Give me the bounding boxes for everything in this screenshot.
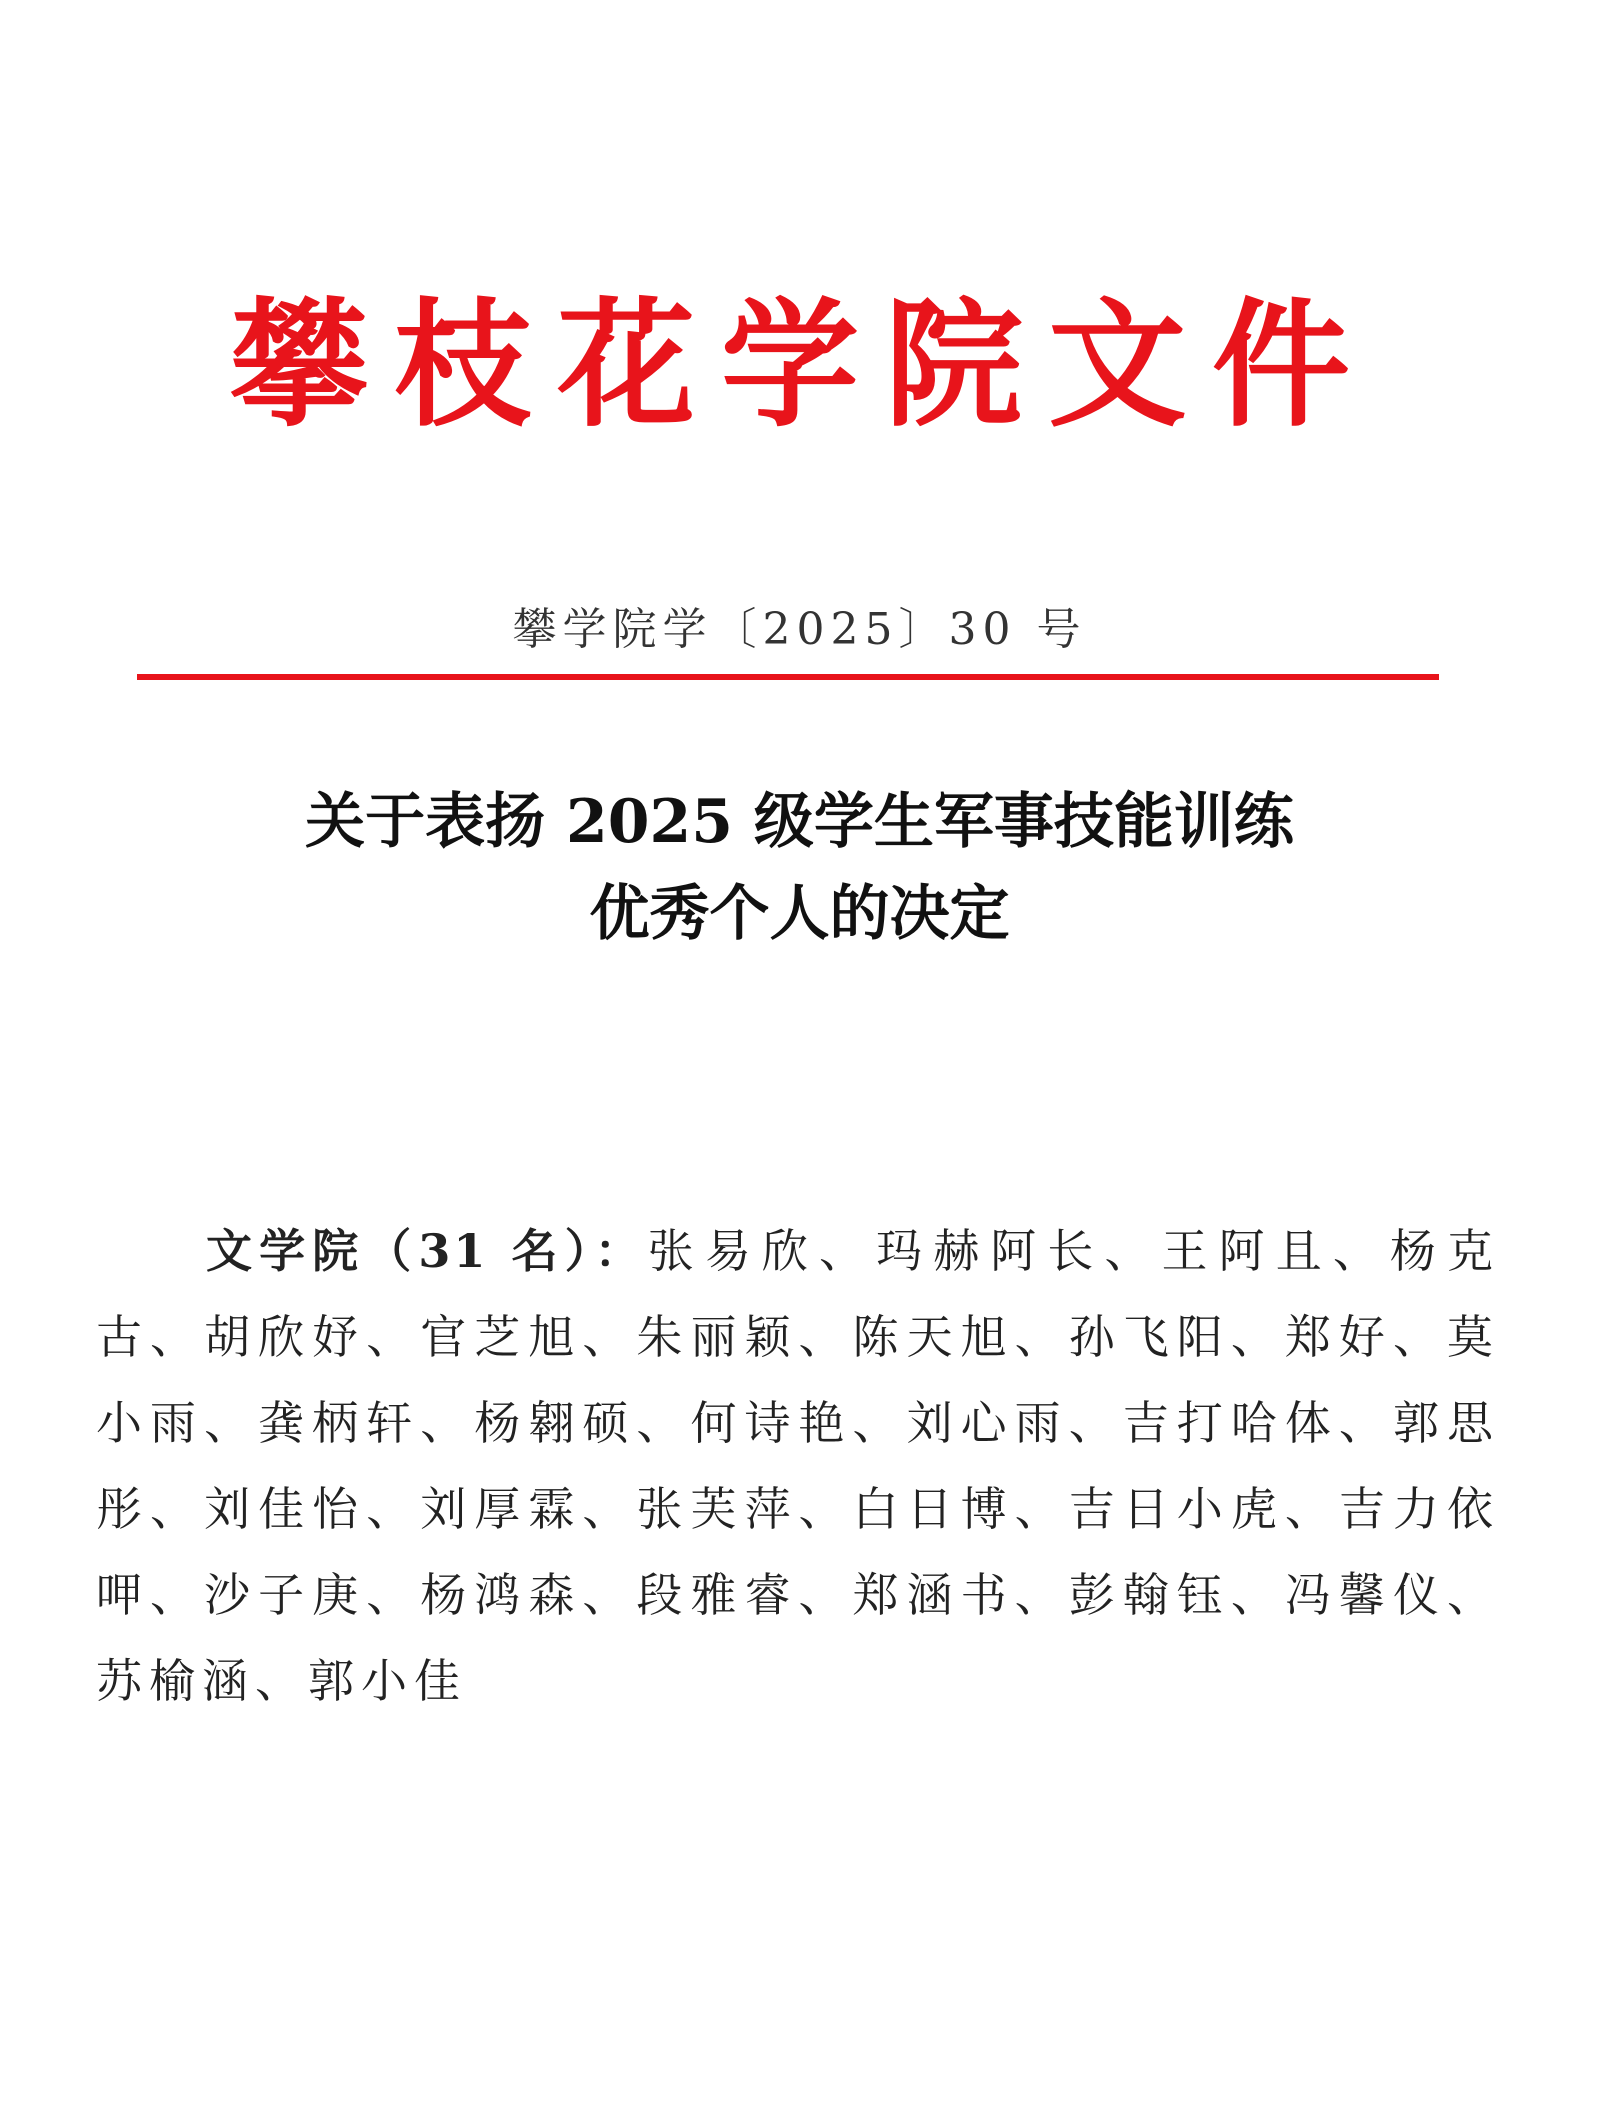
masthead-char: 攀 (230, 283, 369, 446)
red-divider-line (137, 674, 1439, 680)
college-label: 文学院（31 名）： (206, 1224, 648, 1278)
document-title (0, 776, 1599, 960)
document-number: 攀学院学〔2025〕30 号 (512, 604, 1087, 655)
masthead-char: 件 (1211, 283, 1350, 446)
title-line-2: 优秀个人的决定 (589, 879, 1010, 949)
student-names: 张易欣、玛赫阿长、王阿且、杨克古、胡欣妤、官芝旭、朱丽颖、陈天旭、孙飞阳、郑好、莫小雨、龚柄轩、杨翱硕、何诗艳、刘心雨、吉打哈体、郭思彤、刘佳怡、刘厚霖、张芙萍、白日博、吉日小虎、吉力依呷、沙子庚、杨鸿森、段雅睿、郑涵书、彭翰钰、冯馨仪、苏榆涵、郭小佳 (96, 1224, 1501, 1708)
masthead-char: 学 (720, 283, 859, 446)
masthead-char: 院 (884, 283, 1023, 446)
title-line-1: 关于表扬 2025 级学生军事技能训练 (305, 787, 1294, 857)
masthead-char: 花 (557, 283, 696, 446)
masthead-title (230, 285, 1350, 445)
masthead-char: 枝 (393, 283, 532, 446)
masthead-char: 文 (1048, 283, 1187, 446)
body-paragraph (96, 1208, 1500, 1724)
